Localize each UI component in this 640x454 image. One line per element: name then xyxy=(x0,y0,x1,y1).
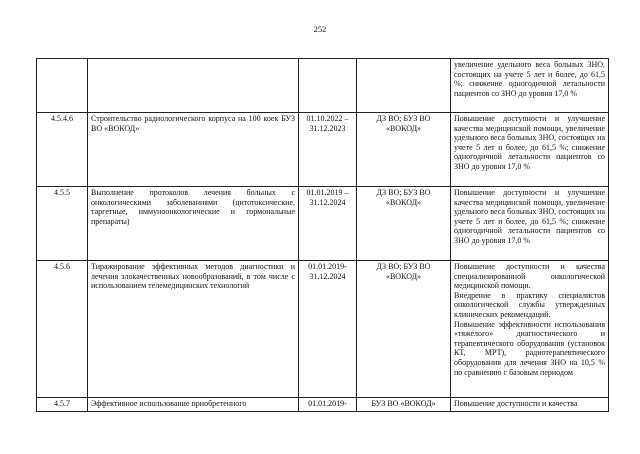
period-cell: 01.10.2022 – 31.12.2023 xyxy=(299,113,357,187)
period-cell: 01.01.2019 – 31.12.2024 xyxy=(299,187,357,261)
expected-result-cell xyxy=(451,59,609,113)
executor-cell: ДЗ ВО; БУЗ ВО «ВОКОД» xyxy=(357,187,451,261)
result-paragraph: Повышение доступности и улучшение качества медицинской помощи, увеличение удельного веса больных ЗНО, состоящих на учете 5 лет и более, до 61,5 %; снижение одногодичной летальности пациентов со ЗНО до уровня 17,0 % xyxy=(454,188,605,245)
executor-cell xyxy=(357,59,451,113)
row-number-cell: 4.5.7 xyxy=(37,398,88,412)
measure-name-cell: Эффективное использование приобретенного xyxy=(88,398,299,412)
measure-name-cell: Тиражирование эффективных методов диагностики и лечения злокачественных новообразований, в том числе с использованием телемедицинских технологий xyxy=(88,261,299,398)
executor-cell: БУЗ ВО «ВОКОД» xyxy=(357,398,451,412)
result-paragraph: увеличение удельного веса больных ЗНО, состоящих на учете 5 лет и более, до 61,5 %; снижение одногодичной летальности пациентов со ЗНО до уровня 17,0 % xyxy=(454,60,605,98)
row-number-cell: 4.5.4.6 xyxy=(37,113,88,187)
executor-cell: ДЗ ВО; БУЗ ВО «ВОКОД» xyxy=(357,261,451,398)
expected-result-cell xyxy=(451,113,609,187)
result-paragraph: Повышение доступности и качества специализированной онкологической медицинской помощи. xyxy=(454,262,605,291)
result-paragraph: Внедрение в практику специалистов онкологической службы утвержденных клинических рекомендаций. xyxy=(454,290,605,319)
table-row xyxy=(37,398,609,412)
period-cell: 01.01.2019- xyxy=(299,398,357,412)
table-row xyxy=(37,261,609,398)
expected-result-cell xyxy=(451,187,609,261)
table-row xyxy=(37,187,609,261)
expected-result-cell xyxy=(451,261,609,398)
period-cell: 01.01.2019- 31.12.2024 xyxy=(299,261,357,398)
executor-cell: ДЗ ВО; БУЗ ВО «ВОКОД» xyxy=(357,113,451,187)
measure-name-cell: Строительство радиологического корпуса на 100 коек БУЗ ВО «ВОКОД» xyxy=(88,113,299,187)
result-paragraph: Повышение эффективности использования «тяжелого» диагностического и терапевтического оборудования (установок КТ, МРТ), радиотерапевтического оборудования для лечения ЗНО на 10,5 % по сравнению с базовым периодом xyxy=(454,319,605,377)
period-cell xyxy=(299,59,357,113)
row-number-cell: 4.5.5 xyxy=(37,187,88,261)
expected-result-cell xyxy=(451,398,609,412)
row-number-cell xyxy=(37,59,88,113)
table-row xyxy=(37,113,609,187)
result-paragraph: Повышение доступности и качества xyxy=(454,399,578,408)
measure-name-cell xyxy=(88,59,299,113)
row-number-cell: 4.5.6 xyxy=(37,261,88,398)
table-row xyxy=(37,59,609,113)
measure-name-cell: Выполнение протоколов лечения больных с онкологическими заболеваниями (цитотоксические, таргетные, иммуноонкологические и гормональные препараты) xyxy=(88,187,299,261)
result-paragraph: Повышение доступности и улучшение качества медицинской помощи, увеличение удельного веса больных ЗНО, состоящих на учете 5 лет и более, до 61,5 %; снижение одногодичной летальности пациентов со ЗНО до уровня 17,0 % xyxy=(454,114,605,171)
page-number: 252 xyxy=(313,24,327,34)
measures-table xyxy=(36,58,609,412)
